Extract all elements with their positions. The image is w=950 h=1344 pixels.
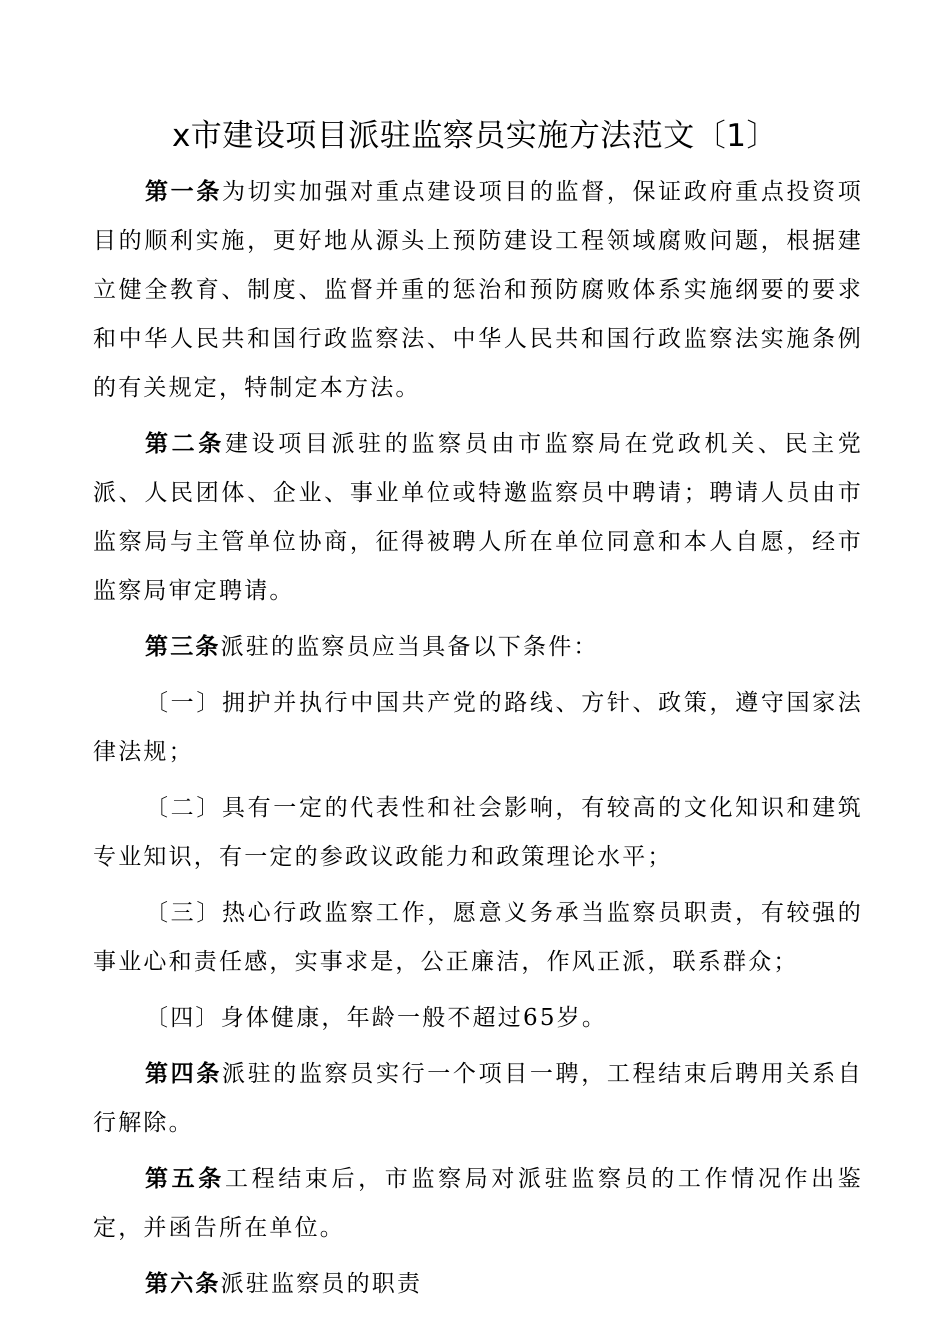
condition-4: 〔四〕身体健康，年龄一般不超过65岁。: [145, 1005, 608, 1031]
condition-2: 〔二〕具有一定的代表性和社会影响，有较高的文化知识和建筑专业知识，有一定的参政议政能力和政策理论水平；: [93, 795, 863, 870]
article-5: [93, 1155, 863, 1253]
article-3-label: 第三条: [145, 634, 221, 660]
document-body: [93, 168, 863, 1309]
article-3-text: 派驻的监察员应当具备以下条件：: [220, 634, 599, 660]
article-1: [93, 168, 863, 413]
article-4-text: 派驻的监察员实行一个项目一聘，工程结束后聘用关系自行解除。: [93, 1061, 863, 1136]
article-5-label: 第五条: [145, 1166, 225, 1192]
article-3: [93, 623, 863, 672]
article-6-label: 第六条: [145, 1271, 221, 1297]
condition-3: 〔三〕热心行政监察工作，愿意义务承当监察员职责，有较强的事业心和责任感，实事求是，公正廉洁，作风正派，联系群众；: [93, 900, 863, 975]
article-1-label: 第一条: [145, 179, 222, 205]
article-1-text: 为切实加强对重点建设项目的监督，保证政府重点投资项目的顺利实施，更好地从源头上预防建设工程领域腐败问题，根据建立健全教育、制度、监督并重的惩治和预防腐败体系实施纲要的要求和中华人民共和国行政监察法、中华人民共和国行政监察法实施条例的有关规定，特制定本方法。: [93, 179, 863, 401]
document-title: x市建设项目派驻监察员实施方法范文〔1〕: [171, 118, 779, 154]
article-2-text: 建设项目派驻的监察员由市监察局在党政机关、民主党派、人民团体、企业、事业单位或特邀监察员中聘请；聘请人员由市监察局与主管单位协商，征得被聘人所在单位同意和本人自愿，经市监察局审定聘请。: [93, 431, 863, 604]
article-4: [93, 1050, 863, 1148]
article-4-label: 第四条: [145, 1061, 222, 1087]
article-5-text: 工程结束后，市监察局对派驻监察员的工作情况作出鉴定，并函告所在单位。: [93, 1166, 863, 1241]
condition-1: 〔一〕拥护并执行中国共产党的路线、方针、政策，遵守国家法律法规；: [93, 690, 863, 765]
article-6: [93, 1260, 863, 1309]
article-2: [93, 420, 863, 616]
article-6-text: 派驻监察员的职责: [220, 1271, 423, 1297]
article-2-label: 第二条: [145, 431, 225, 457]
